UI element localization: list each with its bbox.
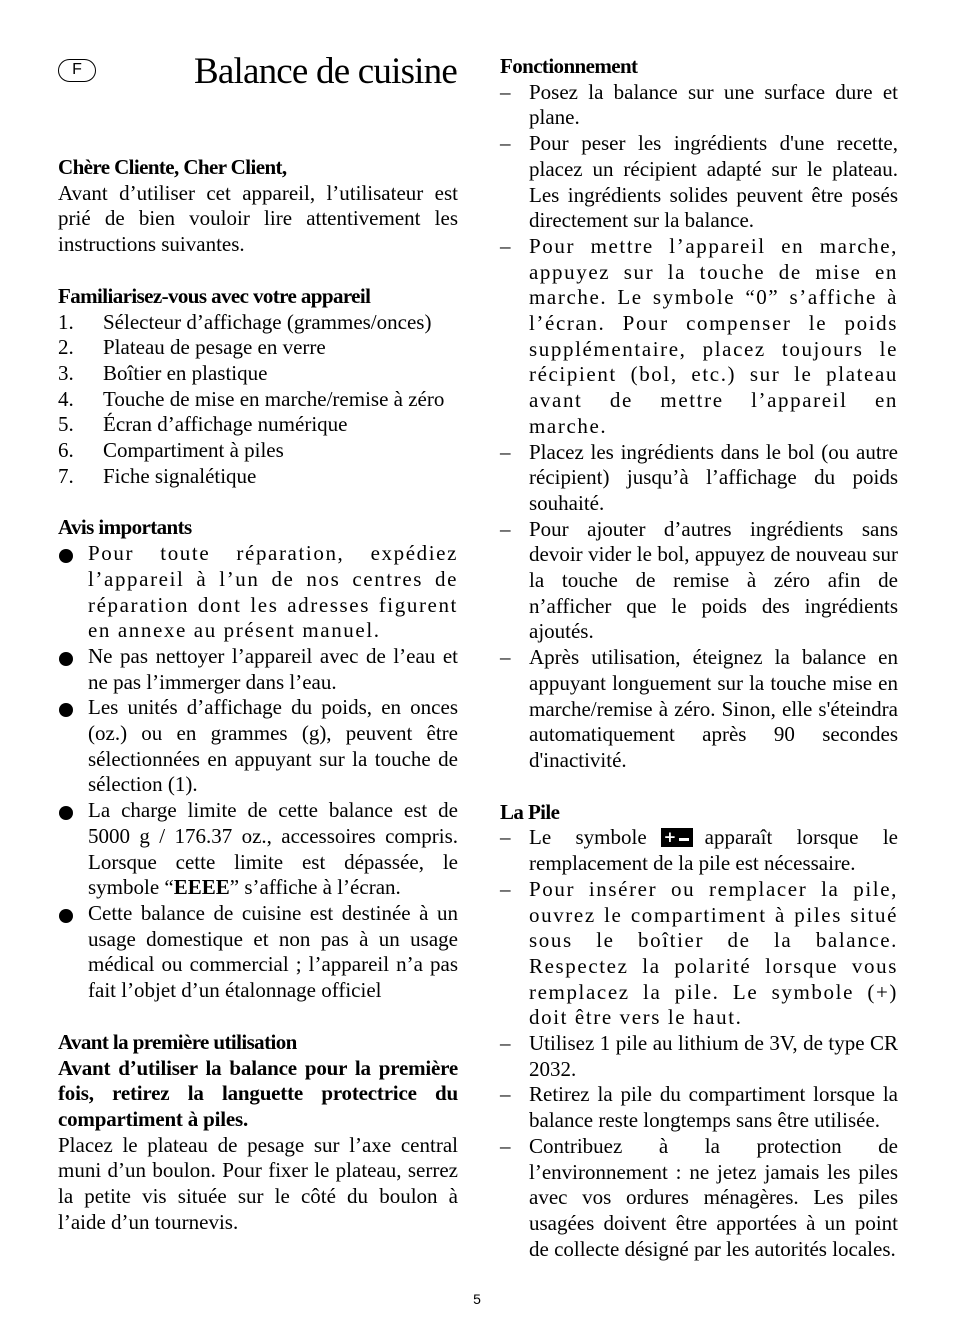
list-item: Les unités d’affichage du poids, en onces (oz.) ou en grammes (g), peuvent être sélectionnées en appuyant sur la touche de sélection (1).: [58, 695, 458, 798]
first-use-heading: Avant la première utilisation: [58, 1029, 297, 1054]
list-item: 2. Plateau de pesage en verre: [58, 335, 326, 360]
parts-list: [58, 310, 458, 490]
list-item: 7. Fiche signalétique: [58, 463, 257, 488]
list-item: 1. Sélecteur d’affichage (grammes/onces): [58, 309, 432, 334]
list-item: La charge limite de cette balance est de 5000 g / 176.37 oz., accessoires compris. Lorsque cette limite est dépassée, le symbole “EEEE” s’affiche à l’écran.: [58, 798, 458, 901]
notices-heading: Avis importants: [58, 515, 192, 540]
right-column: [500, 0, 898, 1262]
list-item: Cette balance de cuisine est destinée à un usage domestique et non pas à un usage médical ou commercial ; l’appareil n’a pas fait l’objet d’un étalonnage officiel: [58, 901, 458, 1004]
operation-heading: Fonctionnement: [500, 54, 638, 78]
bullet-icon: [59, 806, 73, 820]
list-item: – Placez les ingrédients dans le bol (ou autre récipient) jusqu’à l’affichage du poids souhaité.: [500, 439, 898, 515]
list-item: – Pour mettre l’appareil en marche, appuyez sur la touche de mise en marche. Le symbole “0” s’affiche à l’écran. Pour compenser le poids supplémentaire, placez toujours le récipient (bol, etc.) sur le plateau avant de mettre l’appareil en marche.: [500, 233, 898, 438]
list-item: – Utilisez 1 pile au lithium de 3V, de type CR 2032.: [500, 1031, 898, 1081]
list-item: 6. Compartiment à piles: [58, 438, 284, 463]
list-item: – Pour insérer ou remplacer la pile, ouvrez le compartiment à piles situé sous le boîtier de la balance. Respectez la polarité lorsque vous remplacez la pile. Le symbole (+) doit être vers le haut.: [500, 876, 898, 1030]
bullet-icon: [59, 909, 73, 923]
list-item: – Après utilisation, éteignez la balance en appuyant longuement sur la touche mise en marche/remise à zéro. Sinon, elle s'éteindra automatiquement après 90 secondes d'inactivité.: [500, 645, 898, 772]
bullet-icon: [59, 549, 73, 563]
first-use-warning: Avant d’utiliser la balance pour la première fois, retirez la languette protectrice du compartiment à piles.: [58, 1055, 458, 1131]
bullet-icon: [59, 652, 73, 666]
language-badge: F: [58, 59, 96, 82]
battery-heading: La Pile: [500, 799, 560, 824]
list-item: – Pour ajouter d’autres ingrédients sans devoir vider le bol, appuyez de nouveau sur la touche de remise à zéro afin de n’afficher que le poids des ingrédients ajoutés.: [500, 516, 898, 644]
parts-heading: Familiarisez-vous avec votre appareil: [58, 283, 371, 308]
error-code: EEEE: [173, 875, 230, 900]
greeting-text: Avant d’utiliser cet appareil, l’utilisateur est prié de bien vouloir lire attentivement les instructions suivantes.: [58, 180, 458, 257]
list-item: 4. Touche de mise en marche/remise à zéro: [58, 386, 445, 411]
list-item: 5. Écran d’affichage numérique: [58, 412, 348, 437]
bullet-icon: [59, 703, 73, 717]
notices-list: [58, 541, 458, 1004]
list-item: Ne pas nettoyer l’appareil avec de l’eau et ne pas l’immerger dans l’eau.: [58, 644, 458, 695]
list-item: Pour toute réparation, expédiez l’appareil à l’un de nos centres de réparation dont les adresses figurent en annexe au présent manuel.: [58, 541, 458, 644]
list-item: – Pour peser les ingrédients d'une recette, placez un récipient adapté sur le plateau. Les ingrédients solides peuvent être posés directement sur la balance.: [500, 131, 898, 233]
left-column: [58, 0, 458, 1235]
first-use-text: Placez le plateau de pesage sur l’axe central muni d’un boulon. Pour fixer le plateau, serrez la petite vis située sur le côté du boulon à l’aide d’un tournevis.: [58, 1132, 458, 1234]
list-item: – Contribuez à la protection de l’environnement : ne jetez jamais les piles avec vos ordures ménagères. Les piles usagées doivent être apportées à un point de collecte désigné par les autorités locales.: [500, 1133, 898, 1261]
list-item: – Retirez la pile du compartiment lorsque la balance reste longtemps sans être utilisée.: [500, 1082, 898, 1133]
battery-icon: [661, 828, 693, 847]
list-item: 3. Boîtier en plastique: [58, 360, 268, 385]
greeting-heading: Chère Cliente, Cher Client,: [58, 155, 287, 179]
operation-list: [500, 80, 898, 774]
page-title: Balance de cuisine: [194, 51, 457, 92]
list-item: – Posez la balance sur une surface dure et plane.: [500, 79, 898, 130]
list-item: – Le symbole+ apparaît lorsque le remplacement de la pile est nécessaire.: [500, 825, 898, 876]
page-number: 5: [473, 1291, 481, 1307]
battery-list: [500, 825, 898, 1262]
